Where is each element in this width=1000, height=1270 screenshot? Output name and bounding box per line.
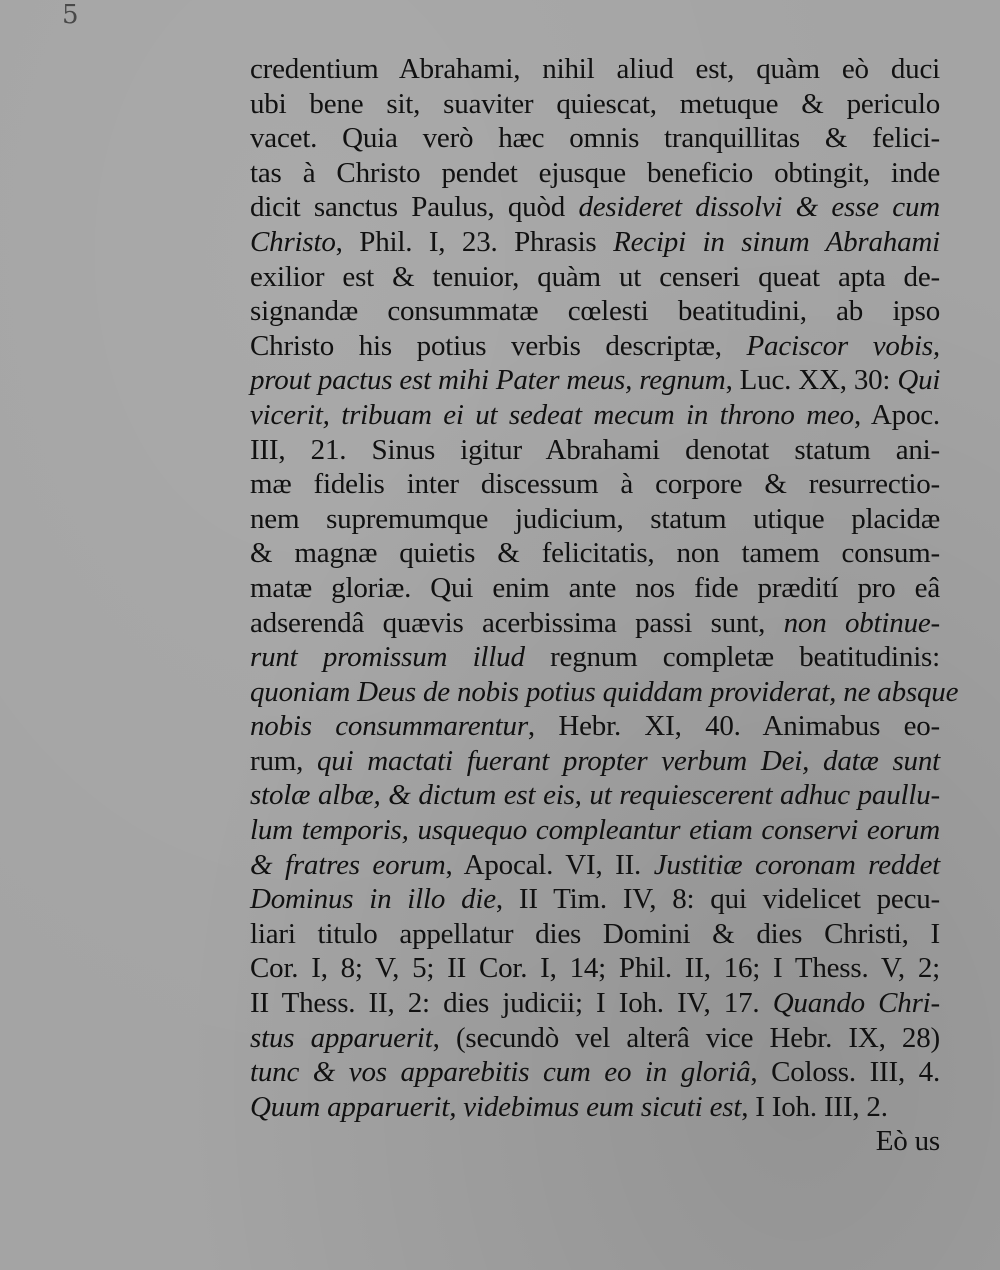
italic-text: qui mactati fuerant propter verbum Dei, datæ sunt — [317, 744, 940, 777]
text-line — [250, 571, 940, 606]
italic-text: non obtinue- — [783, 606, 940, 639]
italic-text: Christo — [250, 225, 336, 258]
text-line — [250, 294, 940, 329]
italic-text: nobis consummarentur — [250, 710, 528, 743]
roman-text: dicit sanctus Paulus, quòd — [250, 191, 579, 224]
text-line — [250, 260, 940, 295]
text-line — [250, 778, 940, 813]
text-line — [250, 433, 940, 468]
text-line — [250, 606, 940, 641]
roman-text: , I Ioh. III, 2. — [741, 1090, 888, 1123]
italic-text: vicerit, tribuam ei ut sedeat mecum in throno meo — [250, 398, 854, 431]
italic-text: runt promissum illud — [250, 641, 525, 674]
roman-text: , II Tim. IV, 8: qui videlicet pecu- — [495, 883, 940, 916]
italic-text: Dominus in illo die — [250, 883, 496, 916]
roman-text: signandæ consummatæ cœlesti beatitudini, ab ipso — [250, 295, 940, 328]
italic-text: Paciscor vobis, — [746, 329, 940, 362]
italic-text: & fratres eorum — [250, 848, 446, 881]
italic-text: Quando Chri- — [772, 987, 940, 1020]
text-line — [250, 951, 940, 986]
text-line — [250, 467, 940, 502]
text-line — [250, 190, 940, 225]
italic-text: tunc & vos apparebitis cum eo in gloriâ — [250, 1056, 751, 1089]
italic-text: desideret dissolvi & esse cum — [578, 191, 940, 224]
roman-text: adserendâ quævis acerbissima passi sunt, — [250, 606, 784, 639]
roman-text: , Apoc. — [853, 398, 940, 431]
text-line — [250, 536, 940, 571]
roman-text: rum, — [250, 744, 317, 777]
text-line — [250, 986, 940, 1021]
roman-text: , Luc. XX, 30: — [725, 364, 898, 397]
text-line — [250, 744, 940, 779]
text-line — [250, 640, 940, 675]
text-line — [250, 156, 940, 191]
text-line — [250, 813, 940, 848]
roman-text: , Coloss. III, 4. — [750, 1056, 940, 1089]
text-line — [250, 52, 940, 87]
roman-text: Christo his potius verbis descriptæ, — [250, 329, 747, 362]
roman-text: ubi bene sit, suaviter quiescat, metuque & periculo — [250, 87, 940, 120]
roman-text: regnum completæ beatitudinis: — [524, 641, 940, 674]
text-line — [250, 1090, 940, 1125]
body-text — [250, 52, 959, 1159]
roman-text: credentium Abrahami, nihil aliud est, quàm eò duci — [250, 53, 940, 85]
roman-text: vacet. Quia verò hæc omnis tranquillitas & felici- — [250, 122, 940, 155]
italic-text: quoniam Deus de nobis potius quiddam providerat, ne absque — [250, 675, 959, 708]
italic-text: Quum apparuerit, videbimus eum sicuti est — [250, 1090, 742, 1123]
text-line — [250, 1021, 940, 1056]
roman-text: mæ fidelis inter discessum à corpore & resurrectio- — [250, 468, 940, 501]
text-line — [250, 882, 940, 917]
text-line — [250, 87, 940, 122]
text-line — [250, 848, 940, 883]
roman-text: liari titulo appellatur dies Domini & dies Christi, I — [250, 917, 940, 950]
text-line — [250, 502, 940, 537]
text-line — [250, 121, 940, 156]
roman-text: , Apocal. VI, II. — [445, 848, 654, 881]
roman-text: , Hebr. XI, 40. Animabus eo- — [527, 710, 940, 743]
roman-text: III, 21. Sinus igitur Abrahami denotat statum ani- — [250, 433, 940, 466]
text-line — [250, 1055, 940, 1090]
text-line — [250, 709, 940, 744]
text-line — [250, 329, 940, 364]
italic-text: Justitiæ coronam reddet — [653, 848, 940, 881]
roman-text: II Thess. II, 2: dies judicii; I Ioh. IV, 17. — [250, 987, 773, 1020]
roman-text: matæ gloriæ. Qui enim ante nos fide prædití pro eâ — [250, 571, 940, 604]
italic-text: Qui — [897, 364, 941, 397]
roman-text: nem supremumque judicium, statum utique placidæ — [250, 502, 940, 535]
page-corner-mark: 5 — [62, 0, 79, 30]
roman-text: exilior est & tenuior, quàm ut censeri queat apta de- — [250, 260, 940, 293]
text-line — [250, 675, 959, 710]
italic-text: prout pactus est mihi Pater meus, regnum — [250, 364, 726, 397]
text-line — [250, 917, 940, 952]
italic-text: Recipi in sinum Abrahami — [613, 225, 940, 258]
italic-text: lum temporis, usquequo compleantur etiam conservi eorum — [250, 814, 940, 847]
italic-text: stolæ albæ, & dictum est eis, ut requiescerent adhuc paullu- — [250, 779, 940, 812]
text-line — [250, 363, 940, 398]
roman-text: Cor. I, 8; V, 5; II Cor. I, 14; Phil. II, 16; I Thess. V, 2; — [250, 952, 940, 985]
catchword: Eò us — [875, 1125, 940, 1158]
roman-text: , (secundò vel alterâ vice Hebr. IX, 28) — [432, 1021, 940, 1054]
roman-text: & magnæ quietis & felicitatis, non tamem consum- — [250, 537, 940, 570]
roman-text: tas à Christo pendet ejusque beneficio obtingit, inde — [250, 156, 940, 189]
text-line — [250, 225, 940, 260]
italic-text: stus apparuerit — [250, 1021, 433, 1054]
roman-text: , Phil. I, 23. Phrasis — [335, 225, 614, 258]
text-line — [250, 398, 940, 433]
